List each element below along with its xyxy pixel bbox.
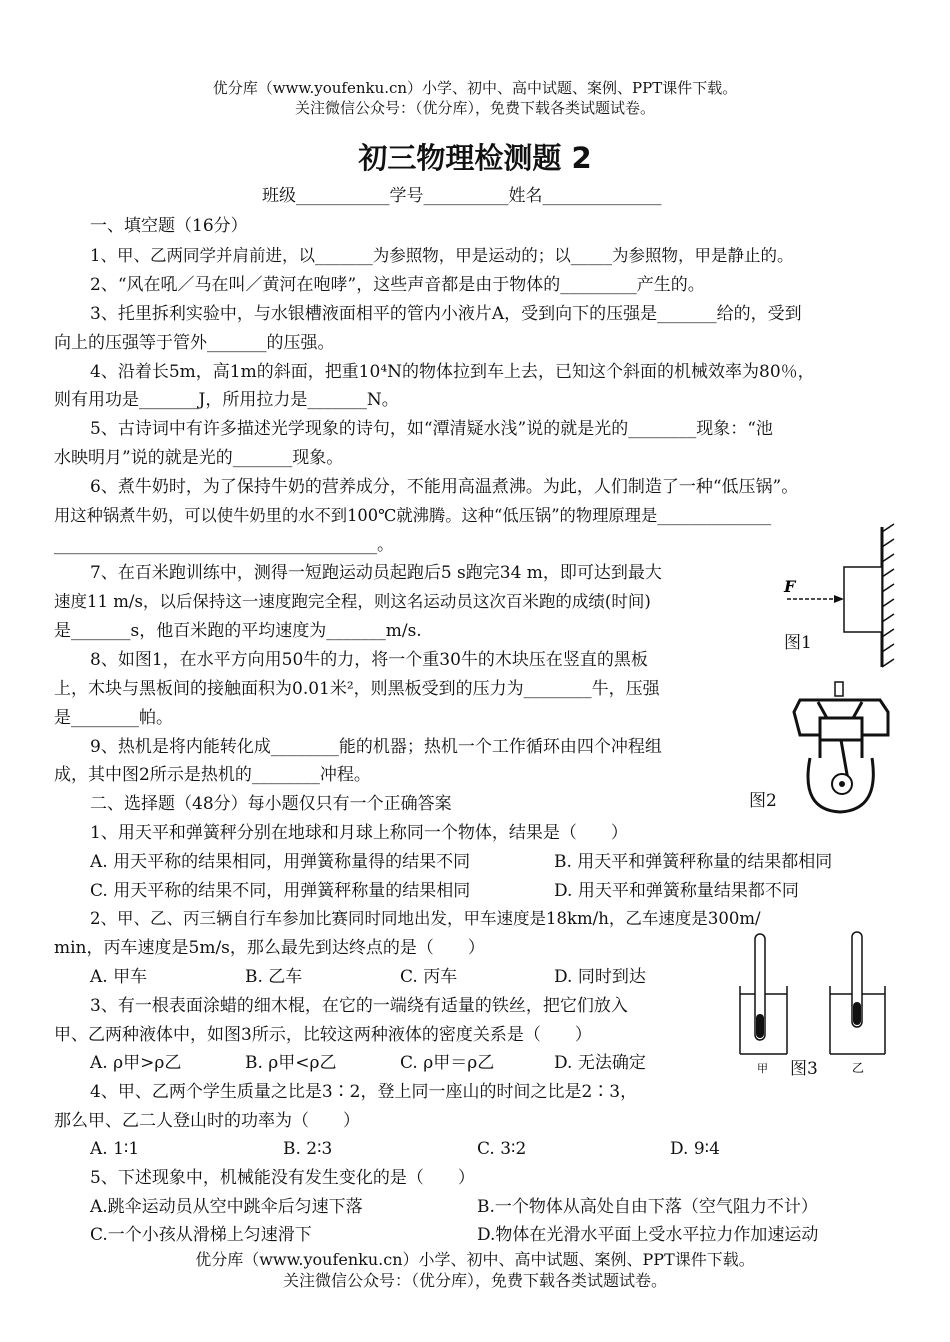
- fig1-arrow-head: [834, 595, 844, 603]
- s1-line-2: 2、“风在吼／马在叫／黄河在咆哮”，这些声音都是由于物体的_________产生的。: [90, 275, 705, 295]
- q2-option-c: C. 丙车: [400, 967, 458, 987]
- fig3-beaker-left: [740, 934, 787, 1054]
- s1-line-9: 6、煮牛奶时，为了保持牛奶的营养成分，不能用高温煮沸。为此，人们制造了一种“低压锅”。: [90, 477, 799, 497]
- s1-line-10: 用这种锅煮牛奶，可以使牛奶里的水不到100℃就沸腾。这种“低压锅”的物理原理是______________: [54, 506, 772, 525]
- s1-line-4: 向上的压强等于管外_______的压强。: [54, 333, 335, 353]
- info-line: 班级___________学号__________姓名______________: [262, 186, 662, 206]
- q4-stem-1: 4、甲、乙两个学生质量之比是3∶2，登上同一座山的时间之比是2∶3，: [90, 1082, 638, 1102]
- s1-line-15: 8、如图1，在水平方向用50牛的力，将一个重30牛的木块压在竖直的黑板: [90, 650, 648, 670]
- fig3-beaker-right: [830, 932, 885, 1054]
- fig3-right-label: 乙: [852, 1061, 865, 1075]
- fig1-wall-hatching: [882, 524, 894, 667]
- q3-option-c: C. ρ甲＝ρ乙: [400, 1053, 495, 1073]
- q1-option-b: B. 用天平和弹簧秤称量的结果都相同: [554, 852, 833, 872]
- page-title: 初三物理检测题 2: [358, 141, 592, 175]
- q2-stem-1: 2、甲、乙、丙三辆自行车参加比赛同时同地出发，甲车速度是18km/h，乙车速度是300m/: [90, 909, 761, 928]
- s1-line-13: 速度11 m/s，以后保持这一速度跑完全程，则这名运动员这次百米跑的成绩(时间): [54, 592, 651, 611]
- footer-line-2: 关注微信公众号：（优分库），免费下载各类试题试卷。: [282, 1271, 667, 1290]
- s1-line-6: 则有用功是_______J，所用拉力是_______N。: [54, 390, 399, 410]
- section1-heading: 一、填空题（16分）: [90, 216, 248, 236]
- q3-stem-2: 甲、乙两种液体中，如图3所示，比较这两种液体的密度关系是（ ）: [54, 1025, 592, 1045]
- s1-line-3: 3、托里拆利实验中，与水银槽液面相平的管内小液片A，受到向下的压强是_______给的，受到: [90, 304, 802, 324]
- fig3-caption: 图3: [790, 1059, 818, 1079]
- s1-line-18: 9、热机是将内能转化成________能的机器；热机一个工作循环由四个冲程组: [90, 737, 662, 757]
- q1-option-a: A. 用天平称的结果相同，用弹簧称量得的结果不同: [90, 852, 471, 872]
- q2-option-d: D. 同时到达: [554, 967, 646, 987]
- fig2-piston: [820, 718, 862, 740]
- s1-line-14: 是_______s，他百米跑的平均速度为_______m/s.: [54, 621, 422, 641]
- s1-line-17: 是________帕。: [54, 708, 173, 728]
- q5-option-d: D.物体在光滑水平面上受水平拉力作加速运动: [477, 1225, 819, 1245]
- q5-option-a: A.跳伞运动员从空中跳伞后匀速下落: [90, 1197, 363, 1217]
- q4-option-a: A. 1∶1: [90, 1139, 140, 1159]
- q3-stem-1: 3、有一根表面涂蜡的细木棍，在它的一端绕有适量的铁丝，把它们放入: [90, 996, 628, 1016]
- fig3-left-label: 甲: [757, 1062, 768, 1075]
- header-line-2: 关注微信公众号：（优分库），免费下载各类试题试卷。: [294, 99, 655, 117]
- figure-3: [735, 926, 905, 1076]
- q4-option-b: B. 2∶3: [283, 1139, 333, 1159]
- s1-line-16: 上，木块与黑板间的接触面积为0.01米²，则黑板受到的压力为________牛，压强: [54, 679, 660, 699]
- fig1-force-label: F: [784, 577, 796, 596]
- fig3-left-wire: [756, 1014, 764, 1038]
- fig1-block: [844, 567, 882, 632]
- q2-stem-2: min，丙车速度是5m/s，那么最先到达终点的是（ ）: [54, 938, 485, 958]
- q5-option-b: B.一个物体从高处自由下落（空气阻力不计）: [477, 1197, 818, 1217]
- q5-option-c: C.一个小孩从滑梯上匀速滑下: [90, 1225, 312, 1245]
- fig2-caption: 图2: [749, 791, 777, 811]
- header-line-1: 优分库（www.youfenku.cn）小学、初中、高中试题、案例、PPT课件下载。: [212, 79, 738, 97]
- s1-line-19: 成，其中图2所示是热机的________冲程。: [54, 765, 371, 785]
- q3-option-b: B. ρ甲<ρ乙: [245, 1053, 337, 1073]
- q1-option-c: C. 用天平称的结果不同，用弹簧秤称量的结果相同: [90, 881, 471, 901]
- q2-option-b: B. 乙车: [245, 967, 303, 987]
- section2-heading: 二、选择题（48分）每小题仅只有一个正确答案: [90, 794, 452, 814]
- footer-line-1: 优分库（www.youfenku.cn）小学、初中、高中试题、案例、PPT课件下载。: [195, 1250, 755, 1269]
- fig2-spark-plug: [835, 682, 843, 696]
- q4-option-d: D. 9∶4: [670, 1139, 720, 1159]
- q3-option-d: D. 无法确定: [554, 1053, 646, 1073]
- fig1-caption: 图1: [784, 633, 812, 653]
- q1-stem: 1、用天平和弹簧秤分别在地球和月球上称同一个物体，结果是（ ）: [90, 823, 628, 843]
- s1-line-5: 4、沿着长5m，高1m的斜面，把重10⁴N的物体拉到车上去，已知这个斜面的机械效率为80％，: [90, 362, 815, 382]
- q5-stem: 5、下述现象中，机械能没有发生变化的是（ ）: [90, 1168, 475, 1188]
- q4-stem-2: 那么甲、乙二人登山时的功率为（ ）: [54, 1111, 360, 1131]
- q3-option-a: A. ρ甲>ρ乙: [90, 1053, 182, 1073]
- s1-line-12: 7、在百米跑训练中，测得一短跑运动员起跑后5 s跑完34 m，即可达到最大: [90, 563, 662, 583]
- s1-line-1: 1、甲、乙两同学并肩前进，以_______为参照物，甲是运动的；以_____为参照物，甲是静止的。: [90, 246, 794, 265]
- figure-2: [790, 680, 900, 820]
- s1-line-11: ______________________________________。: [54, 535, 394, 555]
- s1-line-7: 5、古诗词中有许多描述光学现象的诗句，如“潭清疑水浅”说的就是光的________现象：“池: [90, 419, 773, 439]
- fig3-right-wire: [853, 1002, 861, 1025]
- q2-option-a: A. 甲车: [90, 967, 148, 987]
- q1-option-d: D. 用天平和弹簧称量结果都不同: [554, 881, 799, 901]
- q4-option-c: C. 3∶2: [477, 1139, 527, 1159]
- s1-line-8: 水映明月”说的就是光的_______现象。: [54, 448, 344, 468]
